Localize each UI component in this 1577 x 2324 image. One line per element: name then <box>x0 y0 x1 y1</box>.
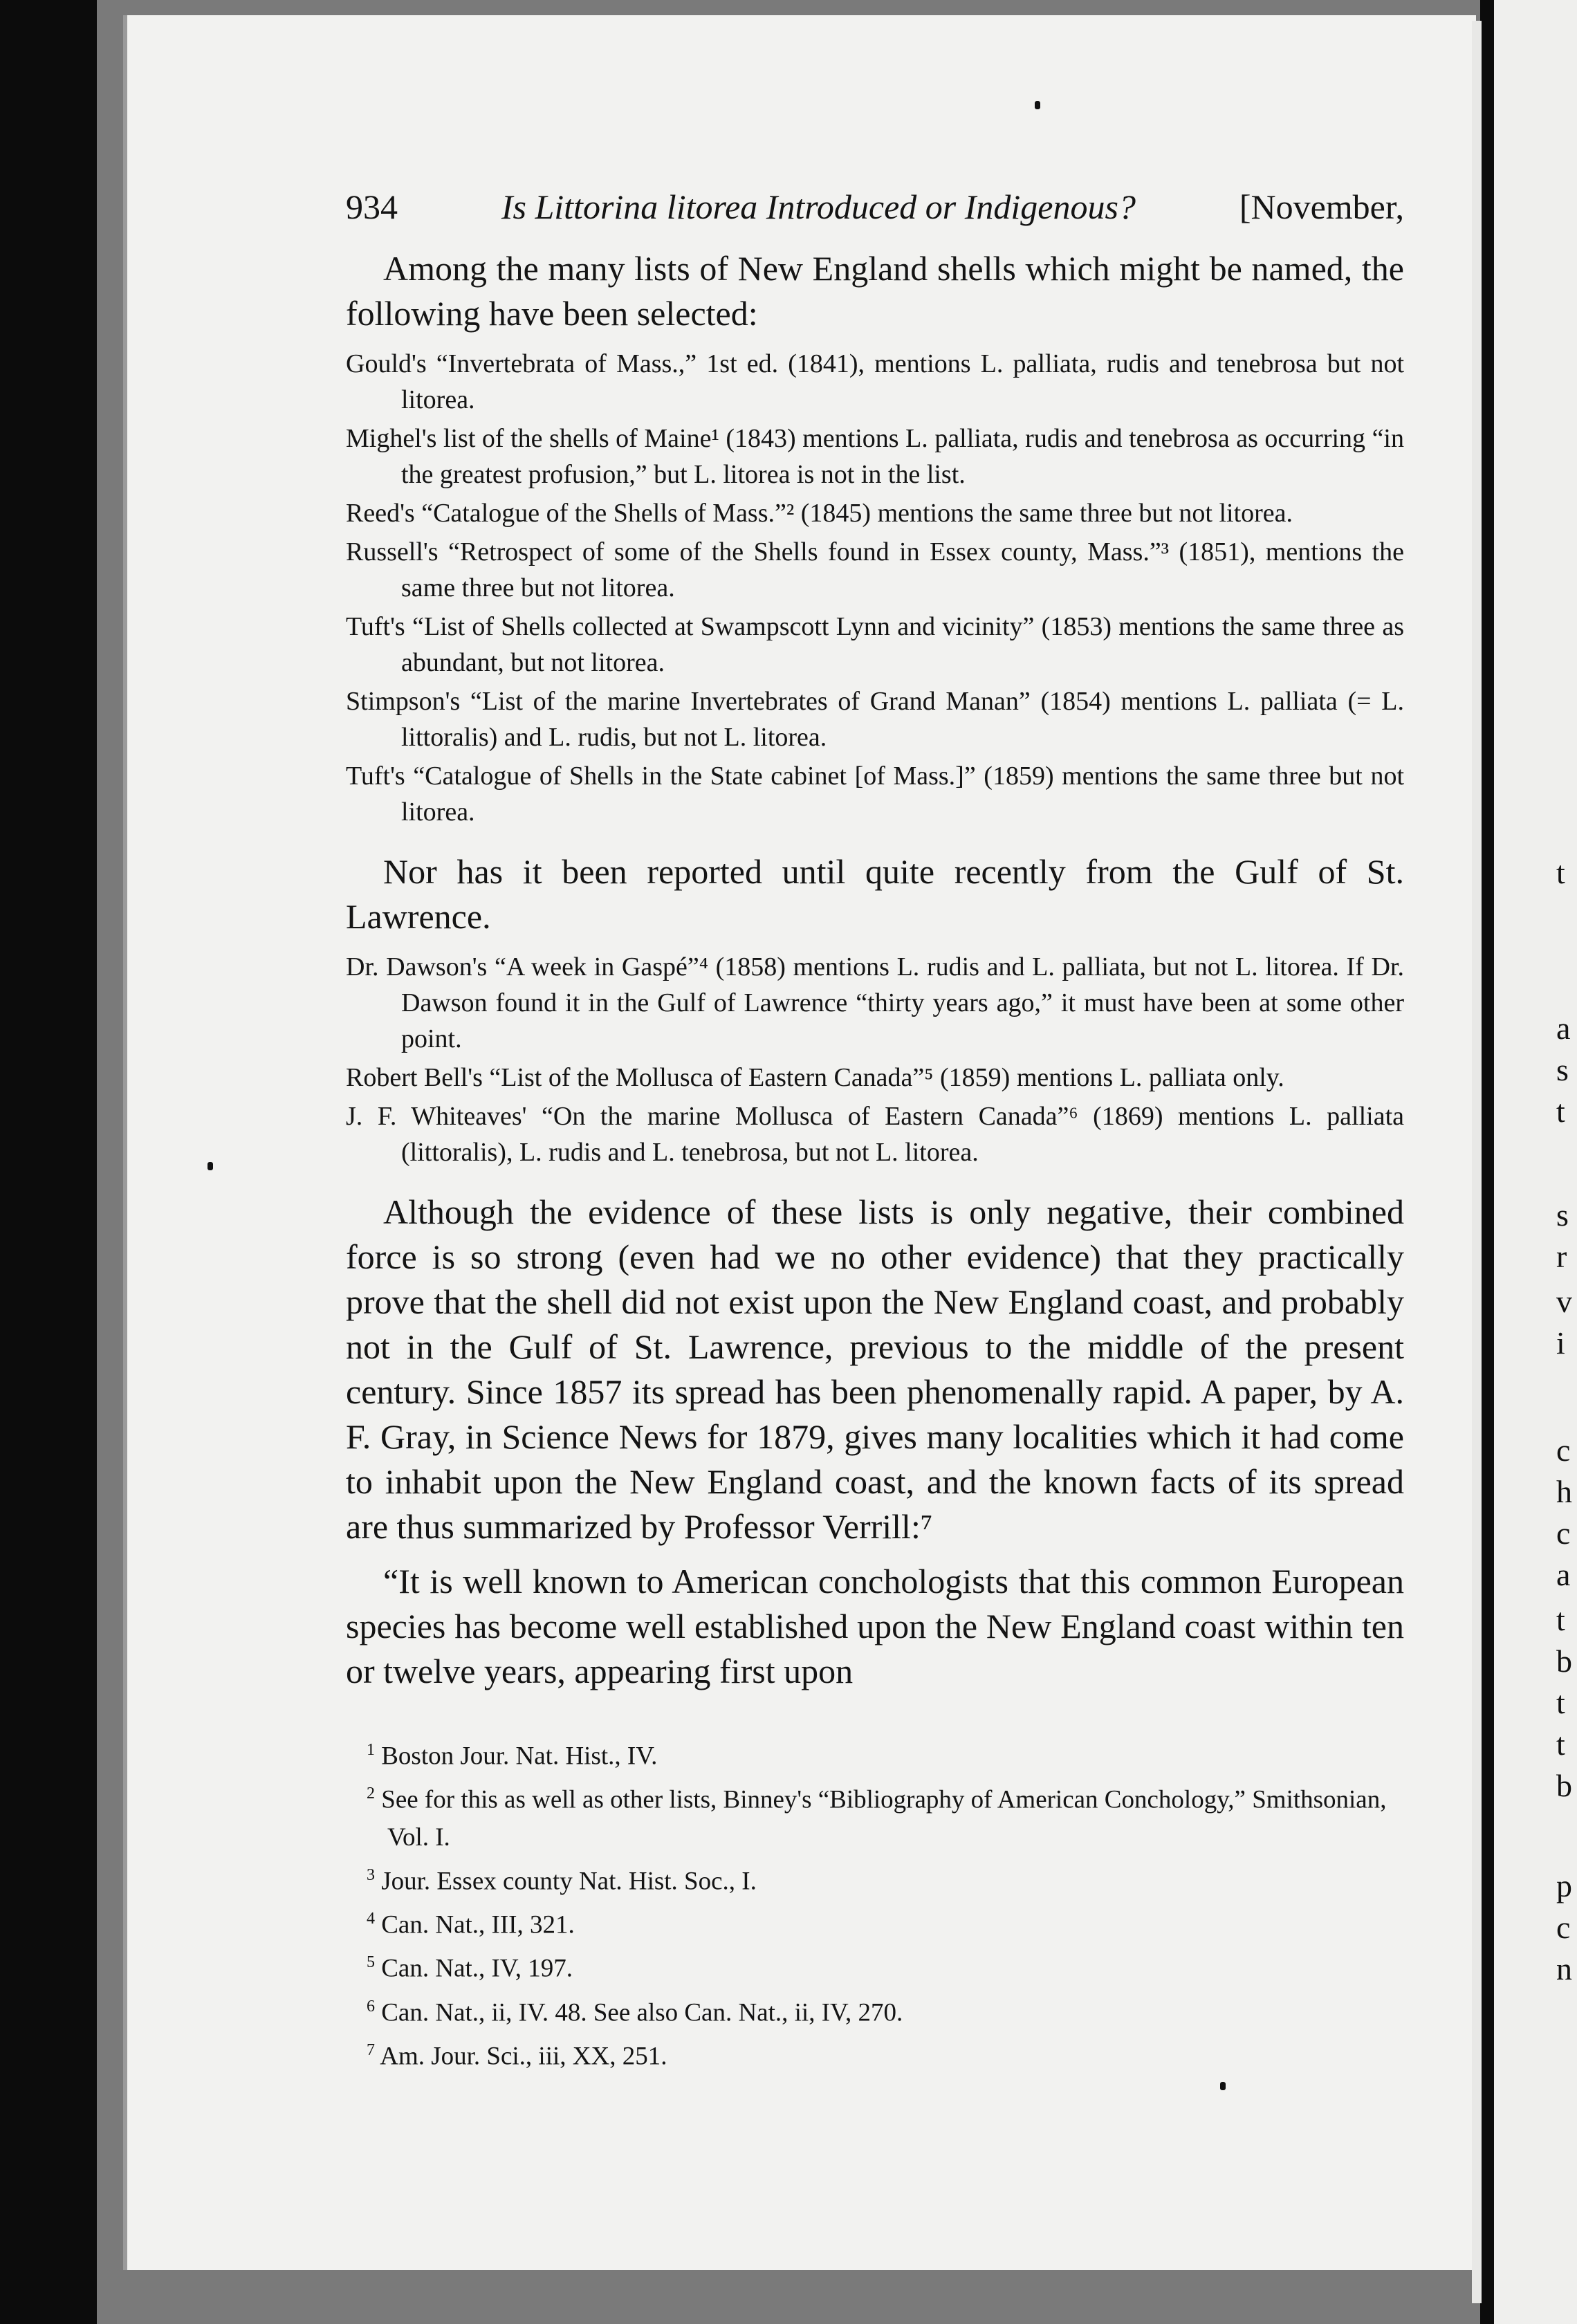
footnote-marker: 4 <box>367 1909 375 1928</box>
list-item: Dr. Dawson's “A week in Gaspé”⁴ (1858) mentions L. rudis and L. palliata, but not L. litorea. If Dr. Dawson found it in the Gulf of Lawrence “thirty years ago,” it must have been at some other point. <box>346 952 1404 1053</box>
footnote <box>367 1731 1404 1775</box>
footnote <box>367 1900 1404 1944</box>
footnote-text: See for this as well as other lists, Binney's “Bibliography of American Conchology,” Smithsonian, Vol. I. <box>381 1785 1387 1852</box>
ink-speck <box>208 1162 213 1170</box>
next-page-letter: s <box>1556 1197 1569 1233</box>
issue-label: [November, <box>1239 187 1404 226</box>
list-item: Mighel's list of the shells of Maine¹ (1843) mentions L. palliata, rudis and tenebrosa as occurring “in the greatest profusion,” but L. litorea is not in the list. <box>346 424 1404 489</box>
footnote-marker: 6 <box>367 1997 375 2016</box>
footnotes <box>346 1731 1404 2075</box>
footnote-text: Can. Nat., ii, IV. 48. See also Can. Nat., ii, IV, 270. <box>381 1998 903 2027</box>
list-item: Reed's “Catalogue of the Shells of Mass.”² (1845) mentions the same three but not litorea. <box>346 499 1293 528</box>
footnote-marker: 1 <box>367 1741 375 1759</box>
next-page-letter: c <box>1556 1910 1571 1945</box>
next-page-letter: h <box>1556 1474 1572 1509</box>
footnote-text: Jour. Essex county Nat. Hist. Soc., I. <box>381 1866 757 1895</box>
list-item: Gould's “Invertebrata of Mass.,” 1st ed. (1841), mentions L. palliata, rudis and tenebrosa but not litorea. <box>346 349 1404 414</box>
gulf-paragraph: Nor has it been reported until quite recently from the Gulf of St. Lawrence. <box>346 852 1404 936</box>
next-page-letter: c <box>1556 1515 1571 1551</box>
next-page-fragment <box>1494 0 1577 2324</box>
gulf-list <box>346 949 1404 1170</box>
footnote-marker: 2 <box>367 1784 375 1803</box>
next-page-letter: v <box>1556 1284 1572 1319</box>
next-page-letter: t <box>1556 1094 1565 1129</box>
next-page-letter: t <box>1556 855 1565 890</box>
footnote <box>367 1856 1404 1900</box>
running-header <box>346 187 1404 227</box>
next-page-letter: p <box>1556 1868 1572 1903</box>
list-item: Stimpson's “List of the marine Invertebrates of Grand Manan” (1854) mentions L. palliata (= L. littoralis) and L. rudis, but not L. litorea. <box>346 687 1404 752</box>
footnote-text: Boston Jour. Nat. Hist., IV. <box>381 1742 658 1771</box>
next-page-letter: t <box>1556 1685 1565 1720</box>
new-england-list <box>346 346 1404 830</box>
next-page-letter: t <box>1556 1602 1565 1637</box>
next-page-letter: t <box>1556 1726 1565 1762</box>
list-item: Russell's “Retrospect of some of the Shells found in Essex county, Mass.”³ (1851), mentions the same three but not litorea. <box>346 537 1404 602</box>
footnote <box>367 2031 1404 2075</box>
footnote <box>367 1944 1404 1987</box>
next-page-letter: r <box>1556 1239 1567 1274</box>
list-item: Tuft's “List of Shells collected at Swampscott Lynn and vicinity” (1853) mentions the same three as abundant, but not litorea. <box>346 612 1404 677</box>
footnote <box>367 1988 1404 2031</box>
footnote-marker: 5 <box>367 1953 375 1972</box>
ink-speck <box>1035 101 1040 109</box>
page-number: 934 <box>346 187 398 226</box>
next-page-letter: b <box>1556 1643 1572 1679</box>
next-page-letter: s <box>1556 1052 1569 1087</box>
page-edge <box>1472 21 1482 2303</box>
footnote-text: Can. Nat., IV, 197. <box>381 1954 573 1983</box>
next-page-letter: a <box>1556 1011 1571 1046</box>
list-item: Tuft's “Catalogue of Shells in the State cabinet [of Mass.]” (1859) mentions the same three but not litorea. <box>346 762 1404 827</box>
intro-paragraph: Among the many lists of New England shells which might be named, the following have been selected: <box>346 249 1404 333</box>
list-item: J. F. Whiteaves' “On the marine Mollusca of Eastern Canada”⁶ (1869) mentions L. palliata (littoralis), L. rudis and L. tenebrosa, but not L. litorea. <box>346 1102 1404 1167</box>
page-content <box>346 187 1404 2075</box>
list-item: Robert Bell's “List of the Mollusca of Eastern Canada”⁵ (1859) mentions L. palliata only. <box>346 1063 1284 1092</box>
running-title: Is Littorina litorea Introduced or Indigenous? <box>501 187 1136 226</box>
footnote-text: Am. Jour. Sci., iii, XX, 251. <box>380 2042 667 2071</box>
footnote <box>367 1775 1404 1856</box>
next-page-letter: i <box>1556 1325 1565 1361</box>
footnote-marker: 3 <box>367 1865 375 1884</box>
quote-paragraph: “It is well known to American conchologists that this common European species has become well established upon the New England coast within ten or twelve years, appearing first upon <box>346 1562 1404 1690</box>
evidence-paragraph: Although the evidence of these lists is only negative, their combined force is so strong (even had we no other evidence) that they practically prove that the shell did not exist upon the New England coast, and probably not in the Gulf of St. Lawrence, previous to the middle of the present century. Since 1857 its spread has been phenomenally rapid. A paper, by A. F. Gray, in Science News for 1879, gives many localities which it had come to inhabit upon the New England coast, and the known facts of its spread are thus summarized by Professor Verrill:⁷ <box>346 1192 1404 1546</box>
footnote-text: Can. Nat., III, 321. <box>381 1910 575 1939</box>
next-page-letter: c <box>1556 1432 1571 1468</box>
next-page-letter: b <box>1556 1768 1572 1803</box>
next-page-letter: n <box>1556 1951 1572 1986</box>
next-page-letter: a <box>1556 1557 1571 1592</box>
ink-speck <box>1220 2082 1226 2090</box>
footnote-marker: 7 <box>367 2040 375 2059</box>
